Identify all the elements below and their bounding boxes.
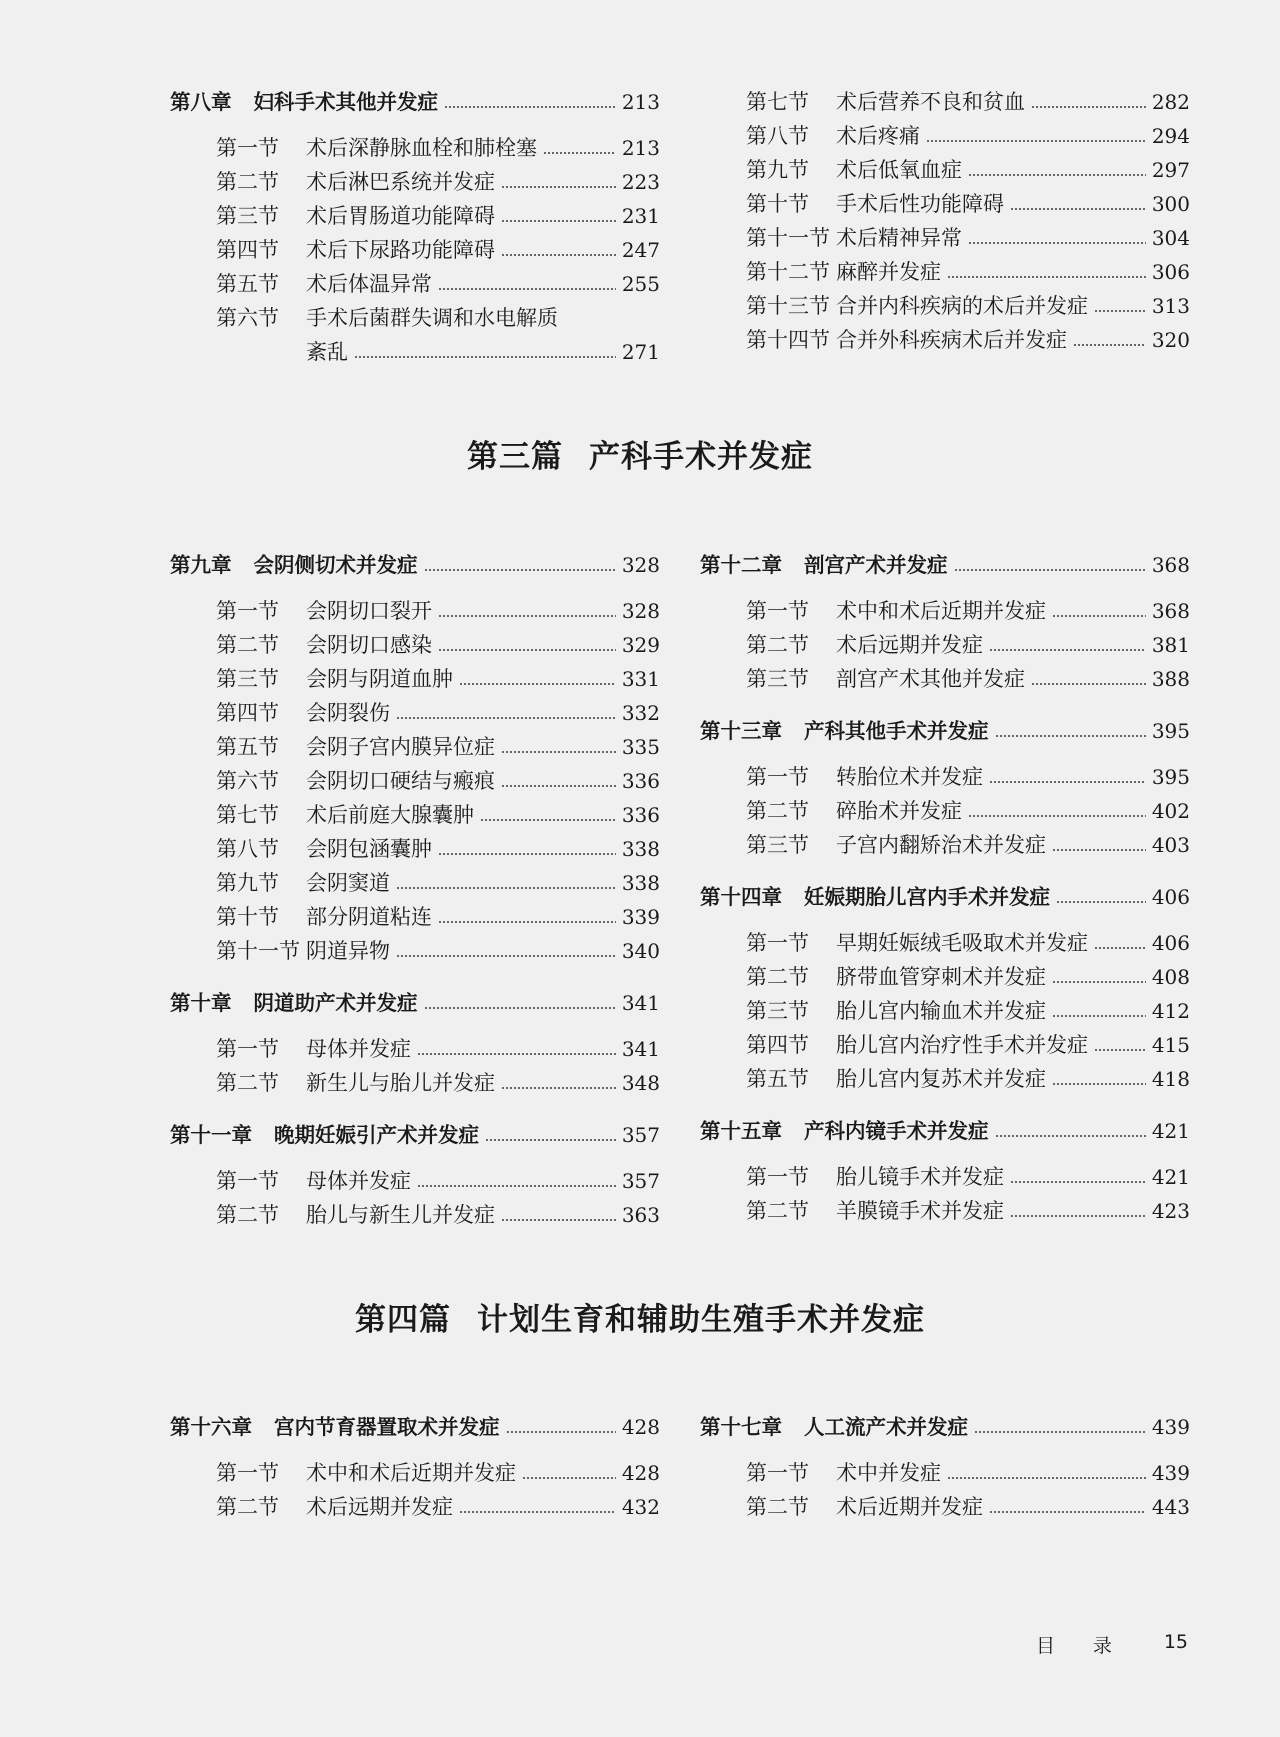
page-number: 255 — [621, 272, 660, 296]
toc-column-3-right — [700, 0, 1190, 1540]
page-number: 332 — [621, 701, 660, 725]
section-title: 胎儿宫内输血术并发症 — [836, 999, 1046, 1023]
section-title: 术后胃肠道功能障碍 — [306, 204, 495, 228]
page-number: 368 — [1151, 553, 1190, 577]
section-number: 第二节 — [746, 1199, 809, 1223]
page-number: 223 — [621, 170, 660, 194]
section-number: 第十三节 — [746, 294, 830, 318]
section-number: 第四节 — [216, 701, 279, 725]
section-title: 术中和术后近期并发症 — [306, 1461, 516, 1485]
section-title: 会阴切口硬结与瘢痕 — [306, 769, 495, 793]
page-number: 428 — [621, 1415, 660, 1439]
section-number: 第二节 — [216, 1203, 279, 1227]
page-number: 348 — [621, 1071, 660, 1095]
section-title: 会阴裂伤 — [306, 701, 390, 725]
section-title: 合并外科疾病术后并发症 — [836, 328, 1067, 352]
page-footer — [1036, 1631, 1188, 1658]
section-entry[interactable] — [700, 1493, 1190, 1521]
chapter-number: 第十四章 — [700, 885, 782, 909]
page-number: 421 — [1151, 1119, 1190, 1143]
section-title: 术后远期并发症 — [836, 633, 983, 657]
page-number: 357 — [621, 1169, 660, 1193]
page-number: 338 — [621, 837, 660, 861]
dot-leader — [459, 1511, 616, 1513]
section-title: 术后近期并发症 — [836, 1495, 983, 1519]
section-number: 第七节 — [216, 803, 279, 827]
section-number: 第一节 — [746, 1165, 809, 1189]
section-title: 会阴切口裂开 — [306, 599, 432, 623]
page-number: 357 — [621, 1123, 660, 1147]
page-number: 408 — [1151, 965, 1190, 989]
chapter-number: 第十七章 — [700, 1415, 782, 1439]
page-number: 338 — [621, 871, 660, 895]
section-number: 第十二节 — [746, 260, 830, 284]
section-title: 术后营养不良和贫血 — [836, 90, 1025, 114]
section-title: 会阴子宫内膜异位症 — [306, 735, 495, 759]
section-number: 第一节 — [746, 931, 809, 955]
page-number: 388 — [1151, 667, 1190, 691]
page-number: 428 — [621, 1461, 660, 1485]
section-number: 第三节 — [746, 667, 809, 691]
section-number: 第十节 — [746, 192, 809, 216]
section-title: 胎儿宫内治疗性手术并发症 — [836, 1033, 1088, 1057]
section-title: 术后精神异常 — [836, 226, 962, 250]
page-number: 335 — [621, 735, 660, 759]
section-title: 母体并发症 — [306, 1169, 411, 1193]
section-entry[interactable] — [170, 1493, 660, 1521]
section-title: 剖宫产术其他并发症 — [836, 667, 1025, 691]
section-title: 术后深静脉血栓和肺栓塞 — [306, 136, 537, 160]
chapter-title: 产科其他手术并发症 — [804, 719, 989, 743]
page-number: 336 — [621, 769, 660, 793]
chapter-title: 宫内节育器置取术并发症 — [274, 1415, 500, 1439]
page-number: 328 — [621, 553, 660, 577]
page-number: 418 — [1151, 1067, 1190, 1091]
footer-label-1: 目 — [1036, 1635, 1056, 1657]
section-title: 术后下尿路功能障碍 — [306, 238, 495, 262]
dot-leader — [522, 1477, 616, 1479]
footer-label-2: 录 — [1092, 1635, 1112, 1657]
section-number: 第三节 — [746, 833, 809, 857]
dot-leader — [974, 1431, 1146, 1433]
section-title: 术中和术后近期并发症 — [836, 599, 1046, 623]
part-4-name: 计划生育和辅助生殖手术并发症 — [477, 1302, 925, 1338]
section-number: 第三节 — [216, 667, 279, 691]
section-number: 第一节 — [216, 599, 279, 623]
section-title: 术后远期并发症 — [306, 1495, 453, 1519]
page-number: 213 — [621, 90, 660, 114]
section-number: 第一节 — [746, 1461, 809, 1485]
chapter-number: 第十六章 — [170, 1415, 252, 1439]
page-number: 439 — [1151, 1461, 1190, 1485]
chapter-number: 第十章 — [170, 991, 232, 1015]
section-number: 第二节 — [746, 633, 809, 657]
section-number: 第十一节 — [216, 939, 300, 963]
section-number: 第二节 — [216, 1495, 279, 1519]
page-number: 341 — [621, 1037, 660, 1061]
page-number: 247 — [621, 238, 660, 262]
section-title: 麻醉并发症 — [836, 260, 941, 284]
section-title: 手术后菌群失调和水电解质 — [306, 306, 558, 330]
chapter-number: 第九章 — [170, 553, 232, 577]
section-number: 第八节 — [216, 837, 279, 861]
page-number: 300 — [1151, 192, 1190, 216]
section-number: 第七节 — [746, 90, 809, 114]
chapter-entry[interactable] — [700, 1413, 1190, 1441]
chapter-number: 第八章 — [170, 90, 232, 114]
section-number: 第六节 — [216, 306, 279, 330]
page-number: 231 — [621, 204, 660, 228]
chapter-title: 会阴侧切术并发症 — [253, 553, 418, 577]
section-number: 第一节 — [746, 765, 809, 789]
section-number: 第五节 — [746, 1067, 809, 1091]
toc-column-3-left — [170, 0, 660, 1540]
chapter-number: 第十五章 — [700, 1119, 782, 1143]
page-number: 297 — [1151, 158, 1190, 182]
section-title: 术后淋巴系统并发症 — [306, 170, 495, 194]
section-title: 新生儿与胎儿并发症 — [306, 1071, 495, 1095]
chapter-title: 晚期妊娠引产术并发症 — [274, 1123, 479, 1147]
section-number: 第一节 — [216, 1461, 279, 1485]
page-number: 421 — [1151, 1165, 1190, 1189]
page-number: 271 — [621, 340, 660, 364]
chapter-title: 产科内镜手术并发症 — [804, 1119, 989, 1143]
section-title: 术后体温异常 — [306, 272, 432, 296]
section-title: 转胎位术并发症 — [836, 765, 983, 789]
section-title: 术后低氧血症 — [836, 158, 962, 182]
chapter-number: 第十三章 — [700, 719, 782, 743]
section-title: 术后疼痛 — [836, 124, 920, 148]
page-number: 320 — [1151, 328, 1190, 352]
page-number: 432 — [621, 1495, 660, 1519]
page-number: 304 — [1151, 226, 1190, 250]
section-number: 第十四节 — [746, 328, 830, 352]
section-number: 第二节 — [746, 965, 809, 989]
section-number: 第三节 — [216, 204, 279, 228]
section-title: 胎儿镜手术并发症 — [836, 1165, 1004, 1189]
section-title: 母体并发症 — [306, 1037, 411, 1061]
section-title: 胎儿宫内复苏术并发症 — [836, 1067, 1046, 1091]
section-title: 早期妊娠绒毛吸取术并发症 — [836, 931, 1088, 955]
section-title: 部分阴道粘连 — [306, 905, 432, 929]
section-number: 第三节 — [746, 999, 809, 1023]
section-number: 第一节 — [216, 1037, 279, 1061]
page-number: 363 — [621, 1203, 660, 1227]
page-number: 395 — [1151, 765, 1190, 789]
section-entry[interactable] — [700, 1459, 1190, 1487]
page-number: 381 — [1151, 633, 1190, 657]
section-number: 第一节 — [216, 136, 279, 160]
section-number: 第一节 — [216, 1169, 279, 1193]
section-number: 第二节 — [746, 799, 809, 823]
section-entry[interactable] — [170, 1459, 660, 1487]
section-title: 阴道异物 — [306, 939, 390, 963]
section-number: 第二节 — [216, 170, 279, 194]
section-title: 手术后性功能障碍 — [836, 192, 1004, 216]
page-number: 282 — [1151, 90, 1190, 114]
dot-leader — [506, 1431, 616, 1433]
page-number: 415 — [1151, 1033, 1190, 1057]
page-number: 406 — [1151, 931, 1190, 955]
page-number: 443 — [1151, 1495, 1190, 1519]
section-title: 会阴包涵囊肿 — [306, 837, 432, 861]
section-title: 脐带血管穿刺术并发症 — [836, 965, 1046, 989]
section-number: 第五节 — [216, 272, 279, 296]
section-title: 会阴与阴道血肿 — [306, 667, 453, 691]
section-number: 第十一节 — [746, 226, 830, 250]
chapter-title: 人工流产术并发症 — [804, 1415, 968, 1439]
section-number: 第二节 — [746, 1495, 809, 1519]
section-title: 紊乱 — [306, 340, 348, 364]
part-3-name: 产科手术并发症 — [589, 439, 813, 475]
chapter-title: 剖宫产术并发症 — [804, 553, 948, 577]
page-number: 341 — [621, 991, 660, 1015]
page-number: 368 — [1151, 599, 1190, 623]
chapter-number: 第十二章 — [700, 553, 782, 577]
page-number: 329 — [621, 633, 660, 657]
page-number: 313 — [1151, 294, 1190, 318]
chapter-title: 阴道助产术并发症 — [253, 991, 418, 1015]
chapter-title: 妇科手术其他并发症 — [253, 90, 438, 114]
section-title: 术中并发症 — [836, 1461, 941, 1485]
page-number: 306 — [1151, 260, 1190, 284]
section-title: 羊膜镜手术并发症 — [836, 1199, 1004, 1223]
section-number: 第二节 — [216, 633, 279, 657]
page-number: 403 — [1151, 833, 1190, 857]
dot-leader — [989, 1511, 1146, 1513]
section-title: 胎儿与新生儿并发症 — [306, 1203, 495, 1227]
section-number: 第十节 — [216, 905, 279, 929]
page-number: 340 — [621, 939, 660, 963]
chapter-entry[interactable] — [170, 1413, 660, 1441]
page-number: 213 — [621, 136, 660, 160]
page-number: 402 — [1151, 799, 1190, 823]
section-title: 合并内科疾病的术后并发症 — [836, 294, 1088, 318]
section-number: 第八节 — [746, 124, 809, 148]
page-number: 439 — [1151, 1415, 1190, 1439]
page-number: 395 — [1151, 719, 1190, 743]
section-title: 术后前庭大腺囊肿 — [306, 803, 474, 827]
chapter-number: 第十一章 — [170, 1123, 252, 1147]
part-4-number: 第四篇 — [355, 1302, 451, 1338]
page-number: 423 — [1151, 1199, 1190, 1223]
section-number: 第九节 — [216, 871, 279, 895]
chapter-title: 妊娠期胎儿宫内手术并发症 — [804, 885, 1050, 909]
section-number: 第一节 — [746, 599, 809, 623]
section-number: 第五节 — [216, 735, 279, 759]
section-number: 第四节 — [216, 238, 279, 262]
page-number: 406 — [1151, 885, 1190, 909]
page-number: 336 — [621, 803, 660, 827]
page-number: 294 — [1151, 124, 1190, 148]
section-number: 第四节 — [746, 1033, 809, 1057]
section-title: 会阴切口感染 — [306, 633, 432, 657]
section-title: 会阴窦道 — [306, 871, 390, 895]
section-title: 碎胎术并发症 — [836, 799, 962, 823]
page-number: 412 — [1151, 999, 1190, 1023]
dot-leader — [947, 1477, 1146, 1479]
section-title: 子宫内翻矫治术并发症 — [836, 833, 1046, 857]
section-number: 第六节 — [216, 769, 279, 793]
page-number: 331 — [621, 667, 660, 691]
page-number: 15 — [1163, 1631, 1188, 1653]
section-number: 第二节 — [216, 1071, 279, 1095]
section-number: 第九节 — [746, 158, 809, 182]
part-3-number: 第三篇 — [467, 439, 563, 475]
page-number: 328 — [621, 599, 660, 623]
page-number: 339 — [621, 905, 660, 929]
